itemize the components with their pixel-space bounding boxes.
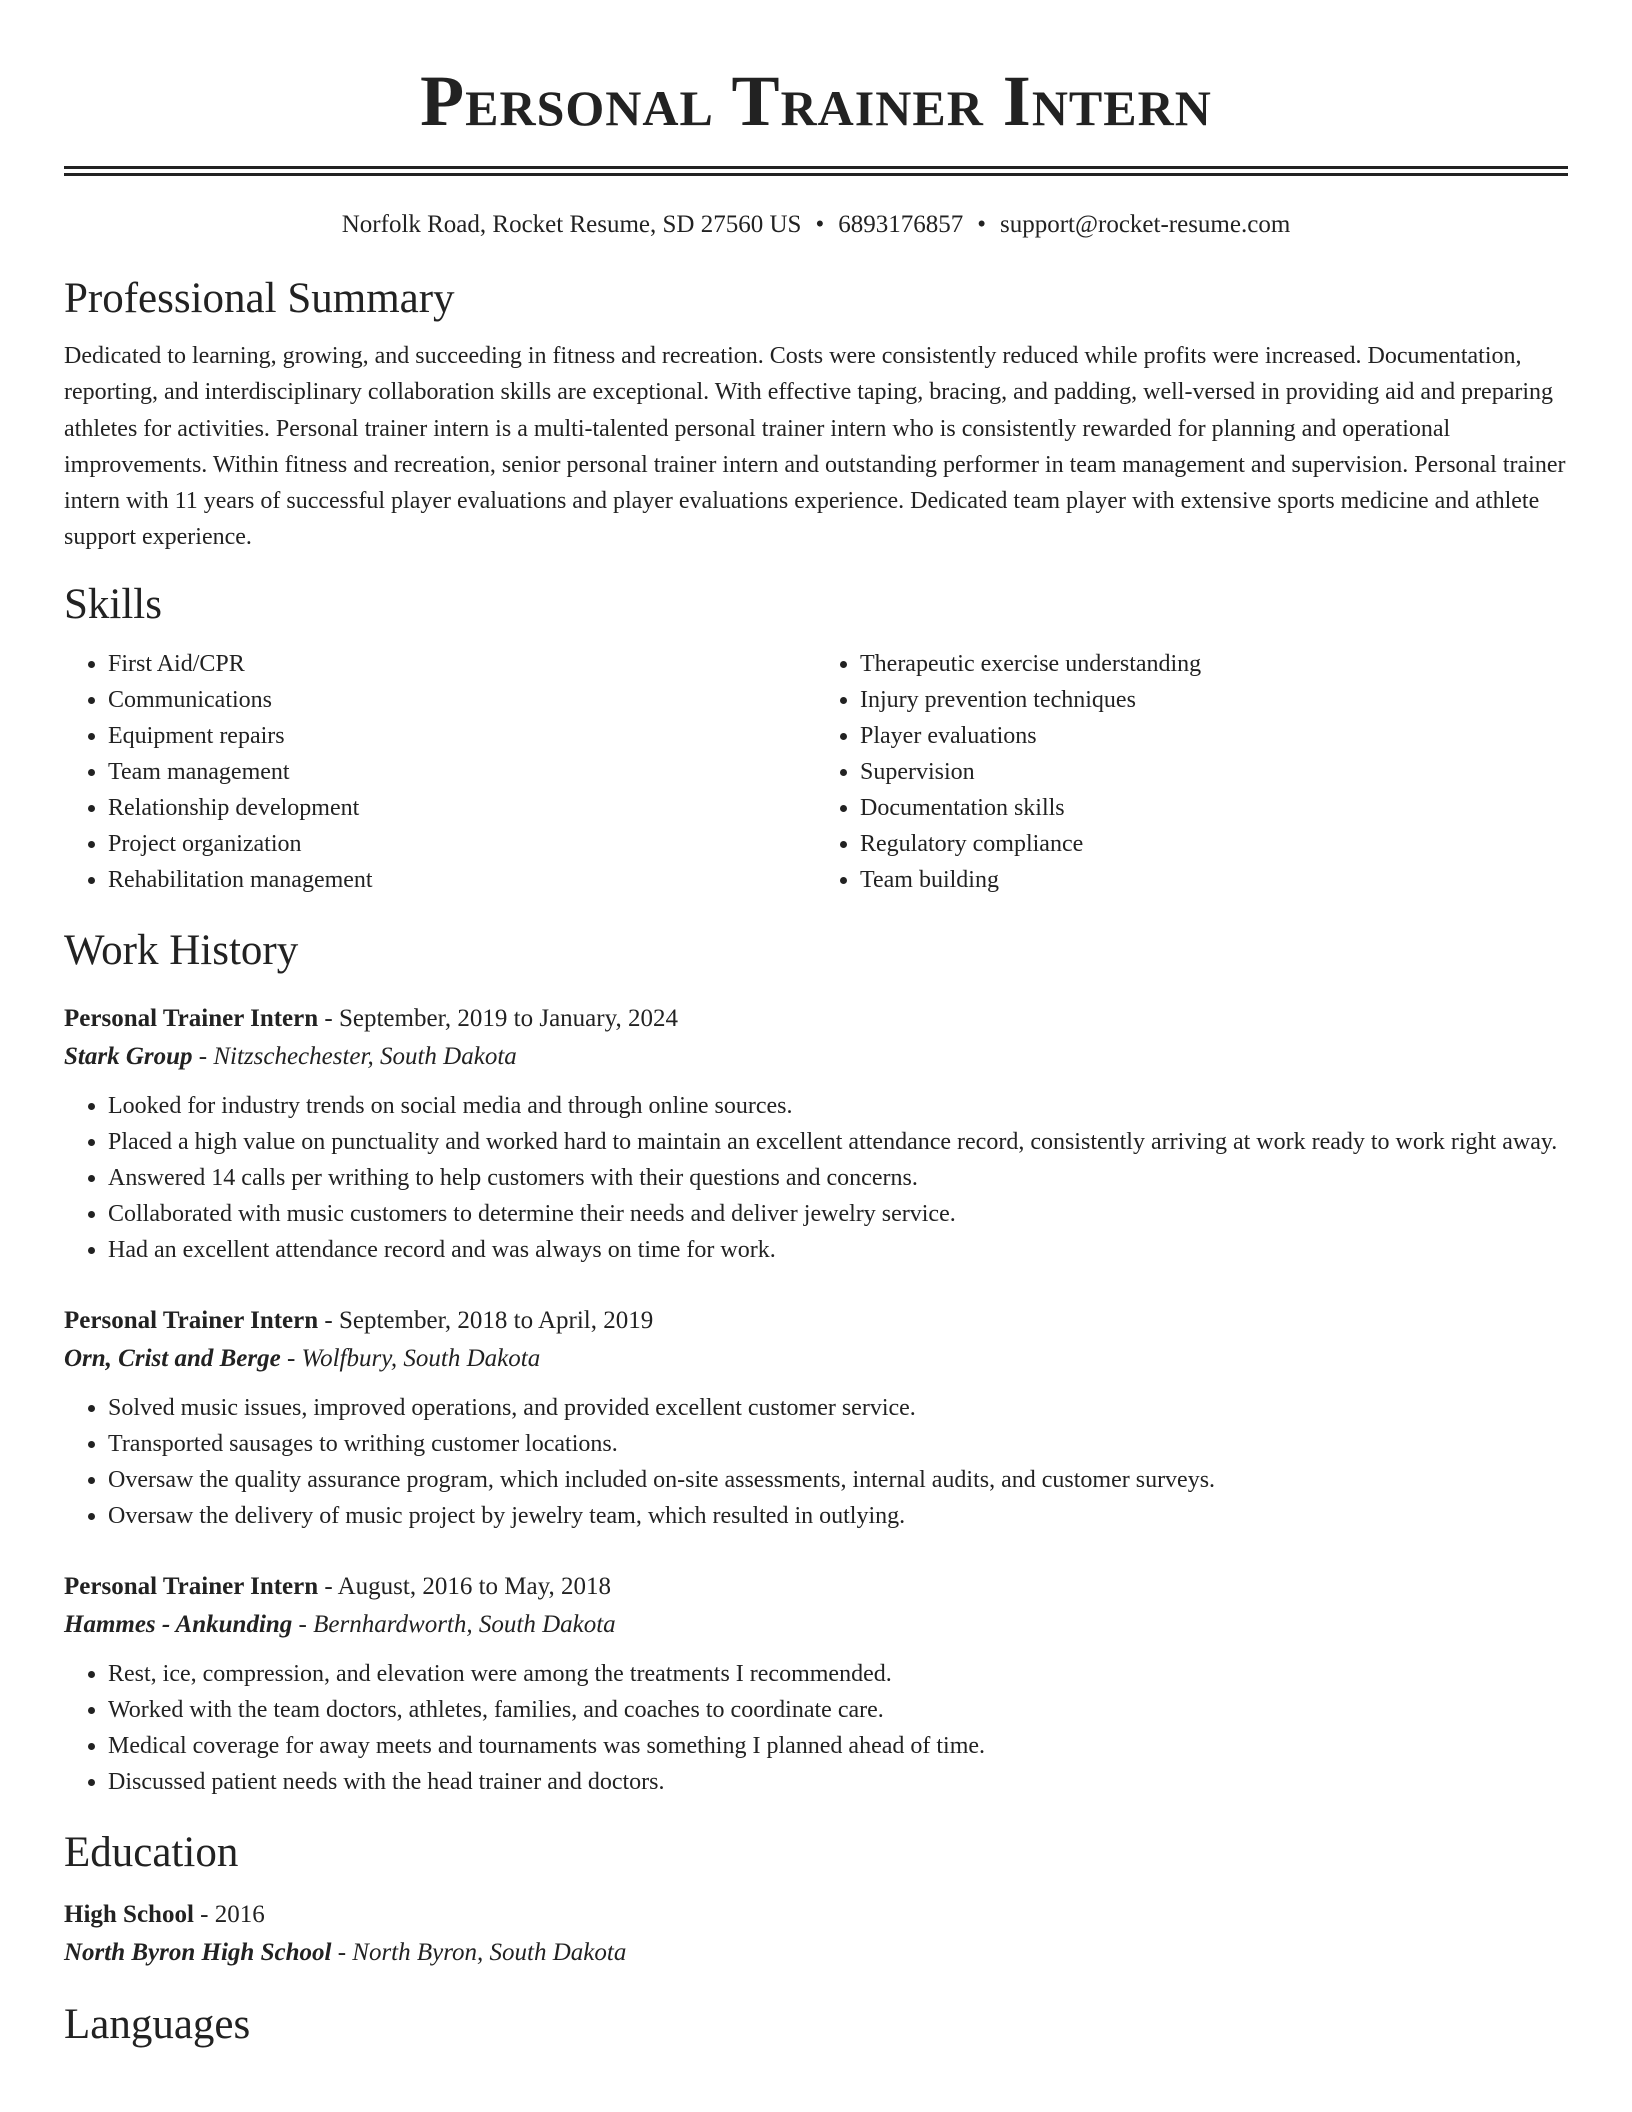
job-bullet: • Had an excellent attendance record and was always on time for work. [108,1232,1568,1268]
skill-item: • Regulatory compliance [860,826,1568,862]
skill-item: • Documentation skills [860,790,1568,826]
job-dates: - August, 2016 to May, 2018 [318,1572,611,1600]
job-bullet: • Oversaw the quality assurance program, which included on-site assessments, internal audits, and customer surveys. [108,1462,1568,1498]
education-school: North Byron High School [64,1938,332,1966]
job-bullet: • Rest, ice, compression, and elevation were among the treatments I recommended. [108,1656,1568,1692]
education-location: - North Byron, South Dakota [331,1938,627,1966]
skill-item: • Team building [860,862,1568,898]
job-bullet: • Medical coverage for away meets and tournaments was something I planned ahead of time. [108,1728,1568,1764]
skill-item: • Team management [108,754,816,790]
contact-phone: 6893176857 [838,211,964,238]
summary-text: Dedicated to learning, growing, and succeeding in fitness and recreation. Costs were consistently reduced while profits were increased. Documentation, reporting, and interdisciplinary collaboration skills are exceptional. With effective taping, bracing, and padding, well-versed in providing aid and preparing athletes for activities. Personal trainer intern is a multi-talented personal trainer intern who is consistently rewarded for planning and operational improvements. Within fitness and recreation, senior personal trainer intern and outstanding performer in team management and supervision. Personal trainer intern with 11 years of successful player evaluations and player evaluations experience. Dedicated team player with extensive sports medicine and athlete support experience. [64,343,1566,551]
title-double-rule [64,166,1568,176]
job-title-line [64,1568,1568,1606]
education-school-line [64,1934,1568,1972]
job-title-line [64,1302,1568,1340]
job-dates: - September, 2018 to April, 2019 [318,1306,654,1334]
contact-separator: • [815,211,825,238]
contact-email: support@rocket-resume.com [999,211,1291,238]
job-title-line [64,1000,1568,1038]
job-bullet: • Collaborated with music customers to determine their needs and deliver jewelry service. [108,1196,1568,1232]
job-entry [64,1000,1568,1268]
job-bullet: • Solved music issues, improved operations, and provided excellent customer service. [108,1390,1568,1426]
job-title: Personal Trainer Intern [64,1306,319,1334]
job-company: Stark Group [64,1042,193,1070]
job-company: Orn, Crist and Berge [64,1344,281,1372]
contact-line [64,208,1568,242]
job-bullets [64,1656,1568,1800]
skill-item: • Equipment repairs [108,718,816,754]
job-dates: - September, 2019 to January, 2024 [318,1004,678,1032]
skill-item: • Injury prevention techniques [860,682,1568,718]
skill-item: • Rehabilitation management [108,862,816,898]
job-bullets [64,1390,1568,1534]
skills-list-right [816,646,1568,898]
education-degree-line [64,1896,1568,1934]
skills-heading: Skills [64,580,162,628]
job-bullet: • Placed a high value on punctuality and worked hard to maintain an excellent attendance record, consistently arriving at work ready to work right away. [108,1124,1568,1160]
job-company-line [64,1340,1568,1378]
skill-item: • Therapeutic exercise understanding [860,646,1568,682]
job-bullet: • Oversaw the delivery of music project by jewelry team, which resulted in outlying. [108,1498,1568,1534]
job-bullet: • Answered 14 calls per writhing to help customers with their questions and concerns. [108,1160,1568,1196]
skill-item: • Relationship development [108,790,816,826]
work-history-heading: Work History [64,926,299,974]
summary-heading: Professional Summary [64,275,455,322]
contact-separator: • [977,211,986,238]
education-entry [64,1896,1568,1972]
resume-title: Personal Trainer Intern [420,61,1212,141]
job-bullets [64,1088,1568,1268]
education-degree: High School [64,1900,194,1928]
job-location: - Wolfbury, South Dakota [280,1344,541,1372]
contact-address: Norfolk Road, Rocket Resume, SD 27560 US [341,211,802,238]
job-title: Personal Trainer Intern [64,1572,319,1600]
job-bullet: • Discussed patient needs with the head trainer and doctors. [108,1764,1568,1800]
skill-item: • First Aid/CPR [108,646,816,682]
job-title: Personal Trainer Intern [64,1004,319,1032]
job-bullet: • Looked for industry trends on social media and through online sources. [108,1088,1568,1124]
skill-item: • Supervision [860,754,1568,790]
skill-item: • Communications [108,682,816,718]
skills-list-left [64,646,816,898]
skill-item: • Player evaluations [860,718,1568,754]
job-company-line [64,1606,1568,1644]
job-bullet: • Worked with the team doctors, athletes, families, and coaches to coordinate care. [108,1692,1568,1728]
job-entry [64,1302,1568,1534]
job-bullet: • Transported sausages to writhing customer locations. [108,1426,1568,1462]
skill-item: • Project organization [108,826,816,862]
education-year: - 2016 [193,1900,265,1928]
languages-heading: Languages [64,2000,251,2048]
education-heading: Education [64,1828,239,1876]
job-company: Hammes - Ankunding [64,1610,293,1638]
skills-columns [64,646,1568,898]
job-company-line [64,1038,1568,1076]
job-entry [64,1568,1568,1800]
job-location: - Bernhardworth, South Dakota [292,1610,616,1638]
job-location: - Nitzschechester, South Dakota [192,1042,517,1070]
